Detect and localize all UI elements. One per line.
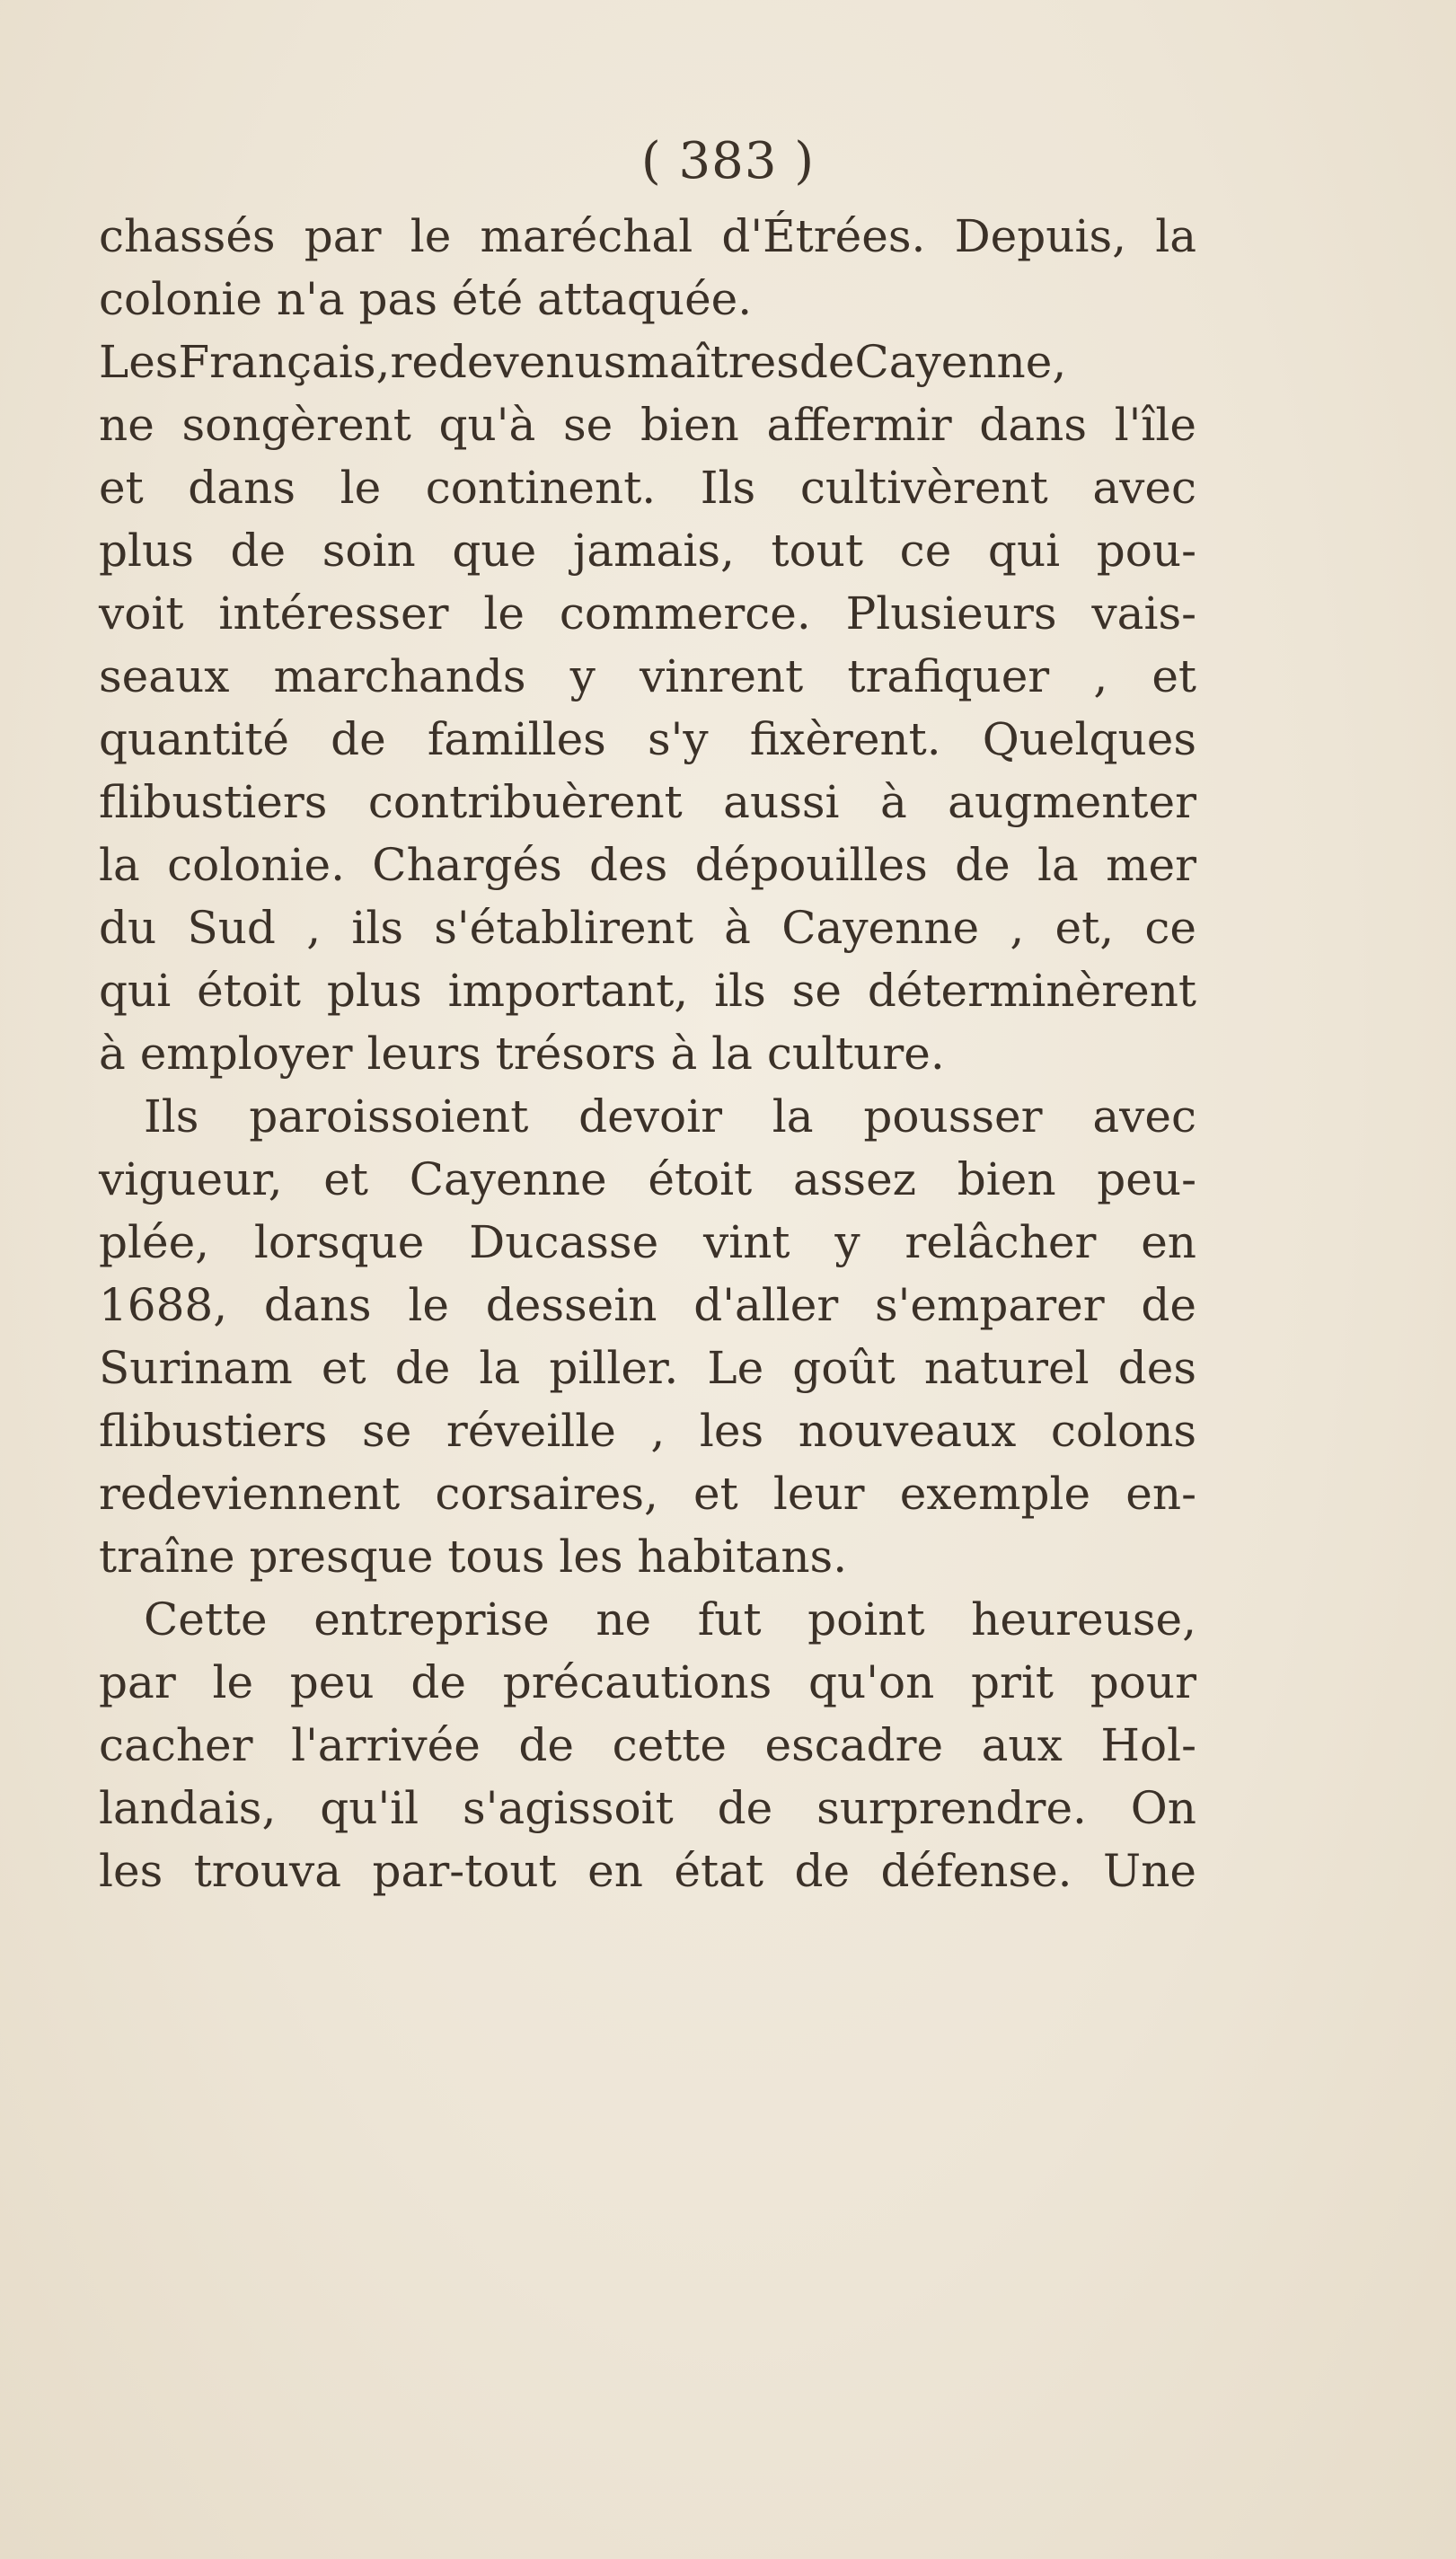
text-line: flibustiers contribuèrent aussi à augmenter	[99, 776, 1196, 828]
text-line: la colonie. Chargés des dépouilles de la mer	[99, 839, 1196, 891]
text-line: et dans le continent. Ils cultivèrent avec	[99, 462, 1196, 514]
text-line: flibustiers se réveille , les nouveaux colons	[99, 1405, 1196, 1457]
text-line: traîne presque tous les habitans.	[99, 1531, 848, 1583]
text-line: Cette entreprise ne fut point heureuse,	[144, 1593, 1196, 1646]
text-line: à employer leurs trésors à la culture.	[99, 1028, 945, 1080]
text-line: Ils paroissoient devoir la pousser avec	[144, 1090, 1196, 1143]
text-line: landais, qu'il s'agissoit de surprendre. On	[99, 1782, 1196, 1834]
text-line: qui étoit plus important, ils se déterminèrent	[99, 965, 1196, 1017]
text-line: ne songèrent qu'à se bien affermir dans l'île	[99, 399, 1196, 451]
text-line: seaux marchands y vinrent trafiquer , et	[99, 650, 1196, 702]
body-text	[99, 205, 1196, 1902]
text-line: par le peu de précautions qu'on prit pour	[99, 1656, 1196, 1708]
text-line: quantité de familles s'y fixèrent. Quelques	[99, 713, 1196, 765]
text-line: les trouva par-tout en état de défense. Une	[99, 1845, 1196, 1897]
text-line: chassés par le maréchal d'Étrées. Depuis, la	[99, 210, 1196, 262]
text-line: colonie n'a pas été attaquée.	[99, 273, 753, 325]
text-line: du Sud , ils s'établirent à Cayenne , et, ce	[99, 902, 1196, 954]
text-line: LesFrançais,redevenusmaîtresdeCayenne,	[99, 336, 1067, 388]
page-number: ( 383 )	[640, 132, 816, 190]
text-line: 1688, dans le dessein d'aller s'emparer de	[99, 1279, 1196, 1331]
text-line: plus de soin que jamais, tout ce qui pou-	[99, 525, 1196, 577]
text-line: plée, lorsque Ducasse vint y relâcher en	[99, 1216, 1196, 1268]
text-line: redeviennent corsaires, et leur exemple en-	[99, 1468, 1196, 1520]
text-line: vigueur, et Cayenne étoit assez bien peu-	[99, 1153, 1196, 1205]
text-line: cacher l'arrivée de cette escadre aux Hol-	[99, 1719, 1196, 1771]
text-line: voit intéresser le commerce. Plusieurs vais-	[99, 587, 1196, 640]
text-line: Surinam et de la piller. Le goût naturel des	[99, 1342, 1196, 1394]
